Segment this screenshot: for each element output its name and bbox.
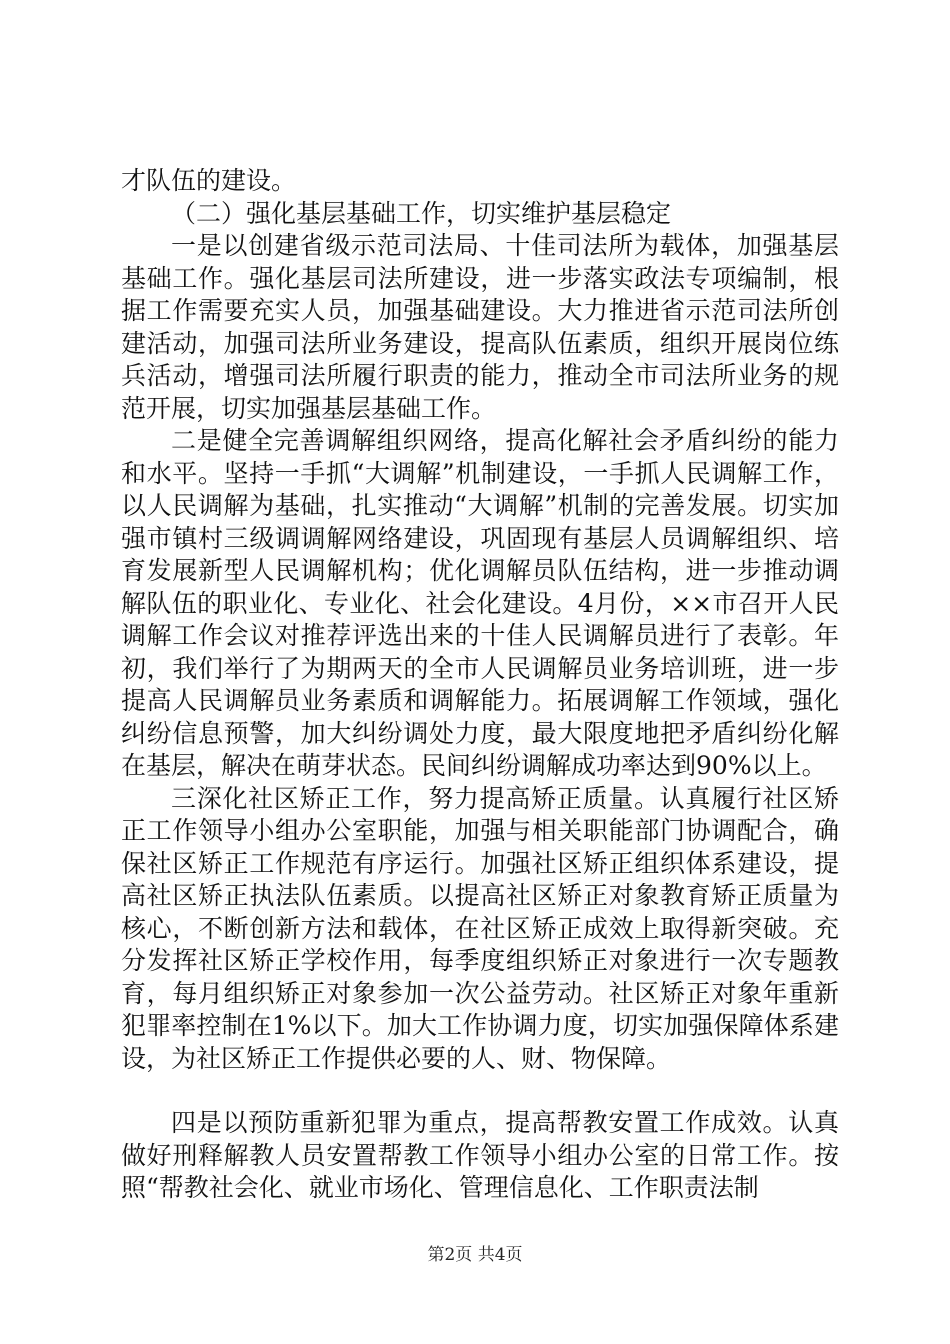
paragraph: 一是以创建省级示范司法局、十佳司法所为载体，加强基层基础工作。强化基层司法所建设，进一步落实政法专项编制，根据工作需要充实人员，加强基础建设。大力推进省示范司法所创建活动，加强司法所业务建设，提高队伍素质，组织开展岗位练兵活动，增强司法所履行职责的能力，推动全市司法所业务的规范开展，切实加强基层基础工作。 xyxy=(121,231,839,423)
paragraph: 二是健全完善调解组织网络，提高化解社会矛盾纠纷的能力和水平。坚持一手抓“大调解”机制建设，一手抓人民调解工作，以人民调解为基础，扎实推动“大调解”机制的完善发展。切实加强市镇村三级调调解网络建设，巩固现有基层人员调解组织、培育发展新型人民调解机构；优化调解员队伍结构，进一步推动调解队伍的职业化、专业化、社会化建设。4月份，××市召开人民调解工作会议对推荐评选出来的十佳人民调解员进行了表彰。年初，我们举行了为期两天的全市人民调解员业务培训班，进一步提高人民调解员业务素质和调解能力。拓展调解工作领域，强化纠纷信息预警，加大纠纷调处力度，最大限度地把矛盾纠纷化解在基层，解决在萌芽状态。民间纠纷调解成功率达到90%以上。 xyxy=(121,426,839,780)
page-footer: 第2页 共4页 xyxy=(427,1245,523,1265)
paragraph: 三深化社区矫正工作，努力提高矫正质量。认真履行社区矫正工作领导小组办公室职能，加强与相关职能部门协调配合，确保社区矫正工作规范有序运行。加强社区矫正组织体系建设，提高社区矫正执法队伍素质。以提高社区矫正对象教育矫正质量为核心，不断创新方法和载体，在社区矫正成效上取得新突破。充分发挥社区矫正学校作用，每季度组织矫正对象进行一次专题教育，每月组织矫正对象参加一次公益劳动。社区矫正对象年重新犯罪率控制在1%以下。加大工作协调力度，切实加强保障体系建设，为社区矫正工作提供必要的人、财、物保障。 xyxy=(121,783,839,1073)
paragraph-continuation: 才队伍的建设。 xyxy=(121,166,297,195)
section-heading: （二）强化基层基础工作，切实维护基层稳定 xyxy=(171,198,672,228)
document-body xyxy=(121,165,839,1205)
paragraph: 四是以预防重新犯罪为重点，提高帮教安置工作成效。认真做好刑释解教人员安置帮教工作领导小组办公室的日常工作。按照“帮教社会化、就业市场化、管理信息化、工作职责法制 xyxy=(121,1108,839,1202)
paragraph-gap xyxy=(121,1075,839,1107)
